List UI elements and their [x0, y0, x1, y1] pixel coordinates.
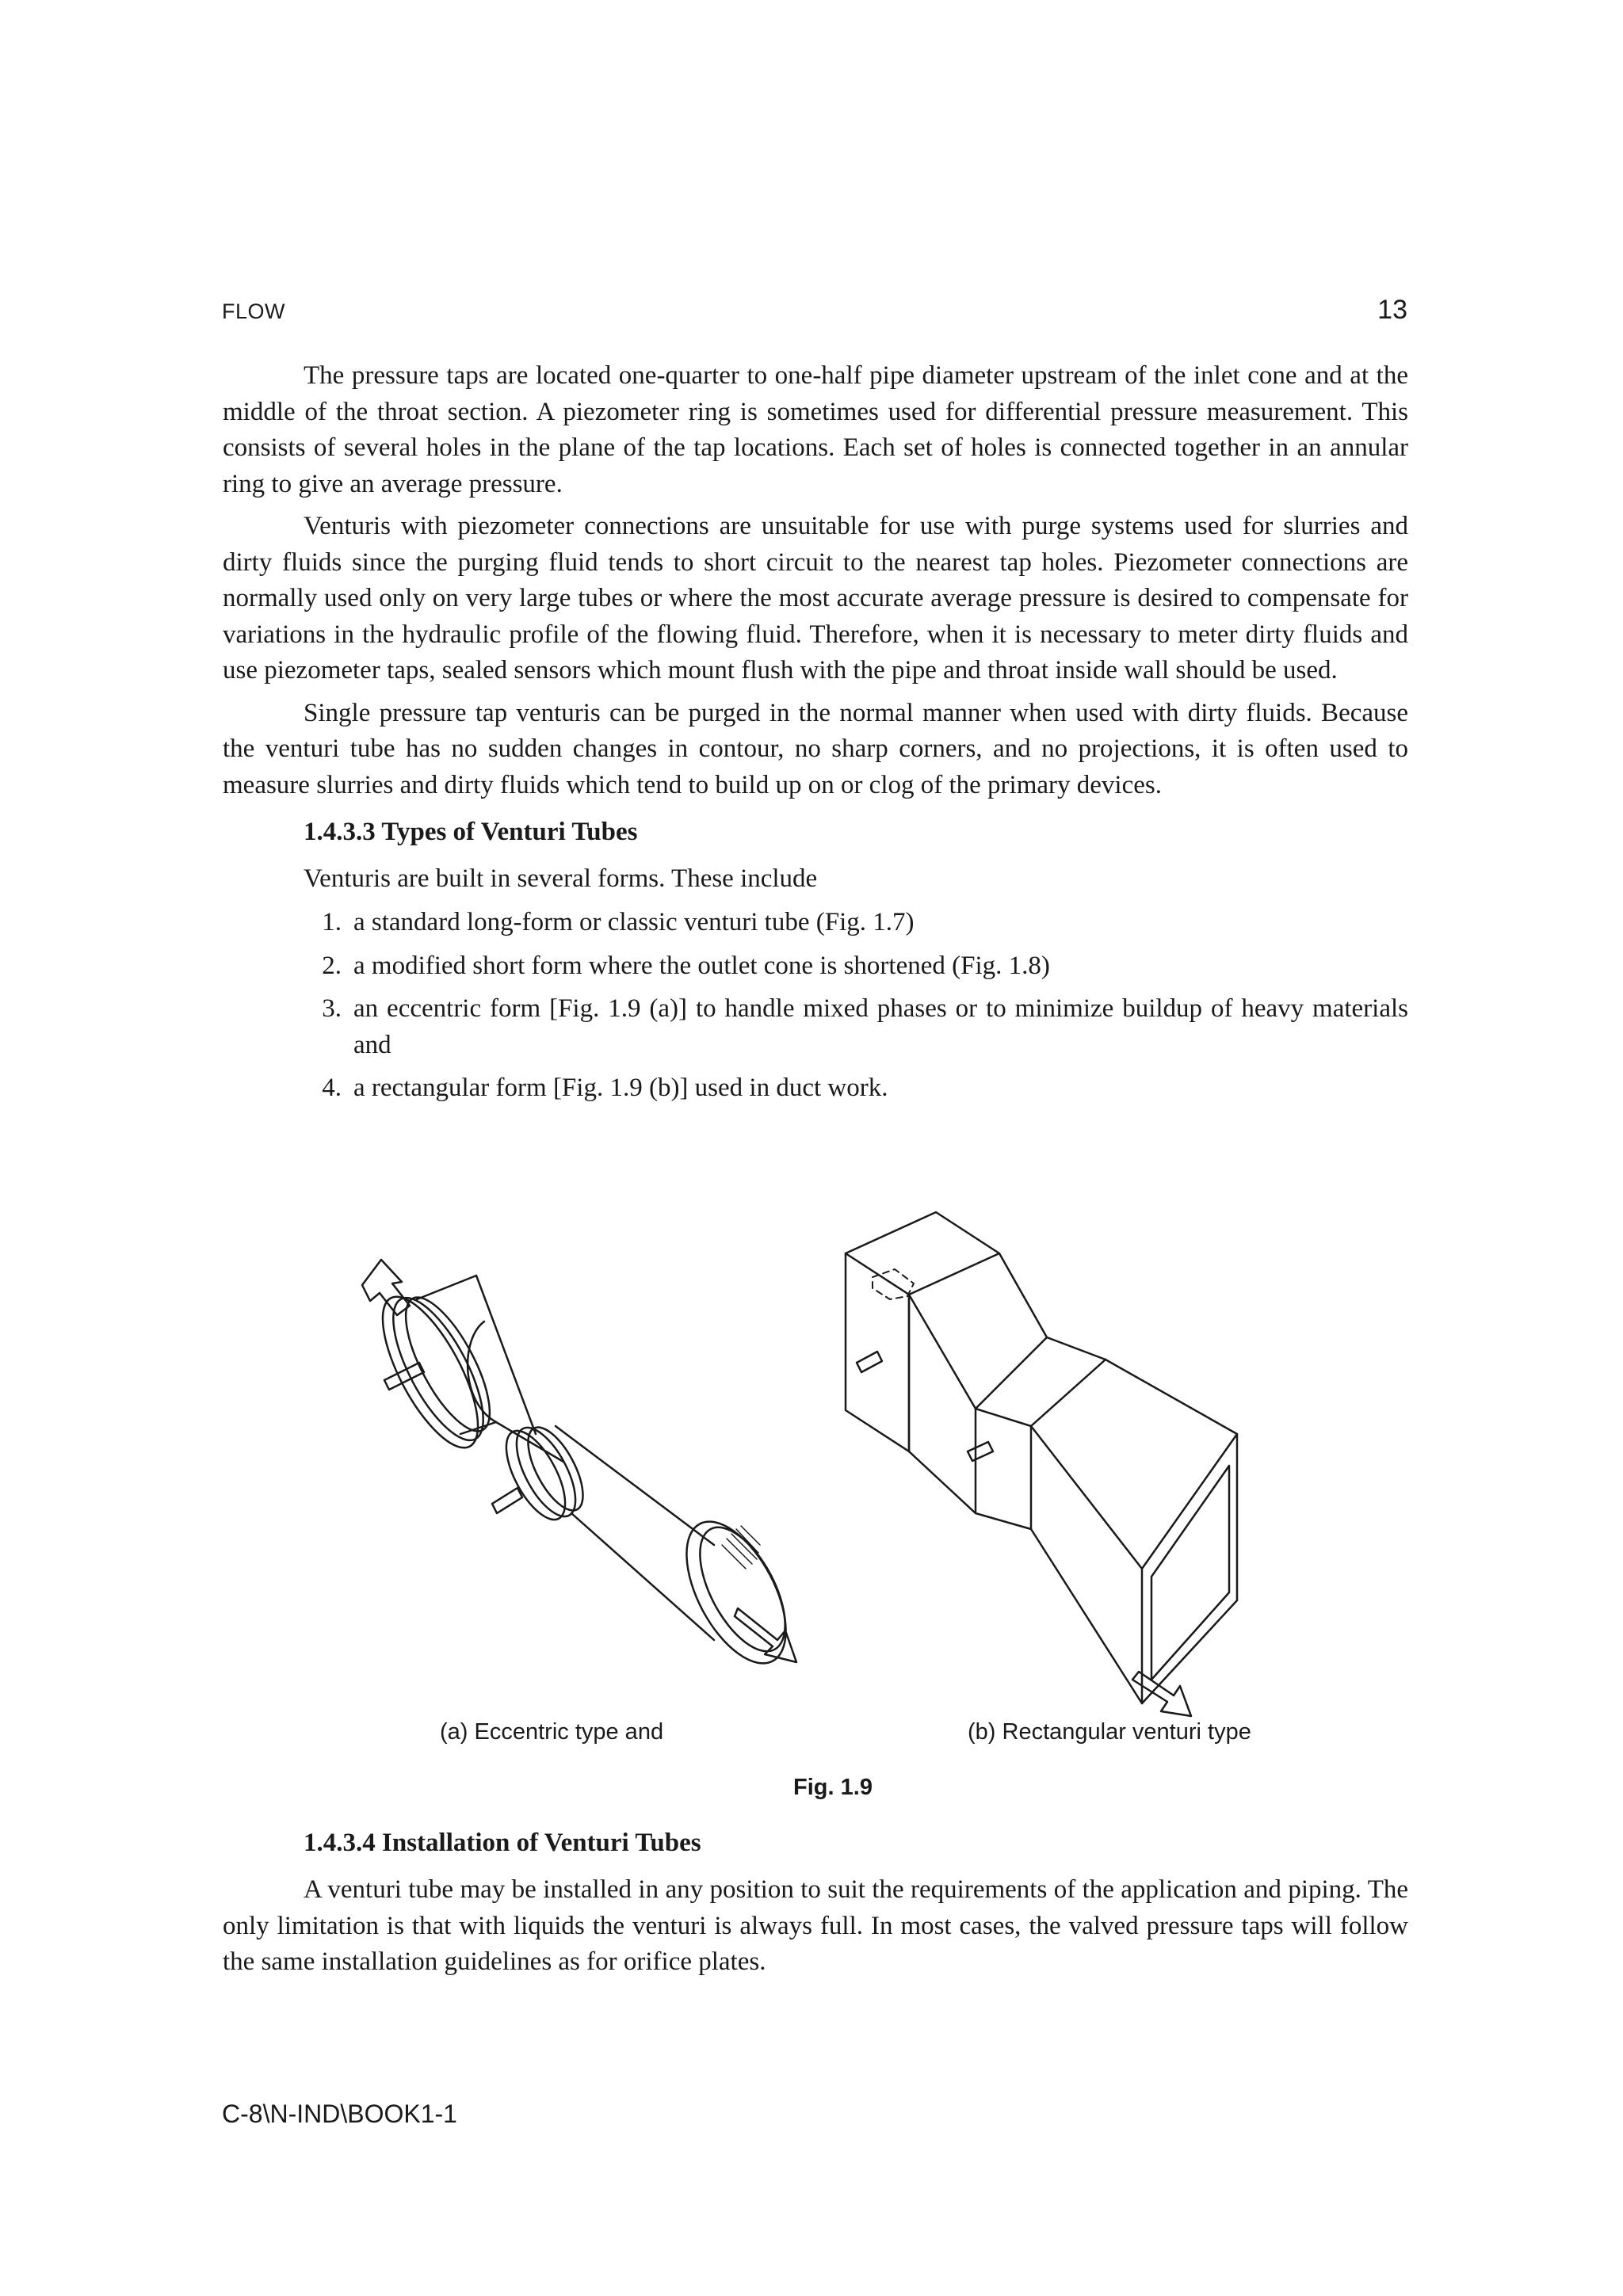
page-number: 13 [1377, 295, 1407, 325]
list-text: a standard long-form or classic venturi tube (Fig. 1.7) [353, 908, 915, 936]
list-item [223, 1070, 1408, 1107]
figure-1-9 [223, 1196, 1408, 1800]
section-heading: 1.4.3.3 Types of Venturi Tubes [304, 818, 638, 846]
list-number: 3. [322, 994, 342, 1023]
venturi-illustrations [223, 1196, 1408, 1751]
list-number: 1. [322, 908, 342, 936]
running-head: FLOW [222, 299, 285, 323]
list-text: a rectangular form [Fig. 1.9 (b)] used in duct work. [353, 1074, 888, 1102]
paragraph: A venturi tube may be installed in any position to suit the requirements of the application and piping. The only limitation is that with liquids the venturi is always full. In most cases, the valved pressure taps will follow the same installation guidelines as for orifice plates. [223, 1875, 1408, 1976]
installation-section [223, 1814, 1408, 1987]
venturi-types-list [223, 905, 1408, 1107]
figure-label: Fig. 1.9 [793, 1775, 873, 1800]
footer-code: C-8\N-IND\BOOK1-1 [222, 2100, 457, 2128]
list-number: 2. [322, 951, 342, 980]
outlet-arrow-icon [735, 1608, 796, 1662]
paragraph: Single pressure tap venturis can be purged in the normal manner when used with dirty fluids. Because the venturi tube has no sudden changes in contour, no sharp corners, and no projections, it is often used to measure slurries and dirty fluids which tend to build up on or clog of the primary devices. [223, 698, 1408, 799]
list-item [223, 905, 1408, 941]
paragraph: Venturis with piezometer connections are unsuitable for use with purge systems used for slurries and dirty fluids since the purging fluid tends to short circuit to the nearest tap holes. Piezometer connections are normally used only on very large tubes or where the most accurate average pressure is desired to compensate for variations in the hydraulic profile of the flowing fluid. Therefore, when it is necessary to meter dirty fluids and use piezometer taps, sealed sensors which mount flush with the pipe and throat inside wall should be used. [223, 512, 1408, 685]
caption-rectangular: (b) Rectangular venturi type [968, 1719, 1251, 1745]
paragraph: The pressure taps are located one-quarter to one-half pipe diameter upstream of the inlet cone and at the middle of the throat section. A piezometer ring is sometimes used for differential pressure measurement. This consists of several holes in the plane of the tap locations. Each set of holes is connected together in an annular ring to give an average pressure. [223, 361, 1408, 498]
list-text: an eccentric form [Fig. 1.9 (a)] to handle mixed phases or to minimize buildup of heavy materials and [353, 994, 1408, 1059]
inlet-pressure-tap [857, 1352, 882, 1372]
list-number: 4. [322, 1074, 342, 1102]
list-item [223, 948, 1408, 985]
list-intro: Venturis are built in several forms. These include [304, 864, 818, 893]
throat-pressure-tap [968, 1442, 993, 1461]
eccentric-venturi-drawing [362, 1260, 806, 1679]
body-text [223, 358, 1408, 1114]
list-text: a modified short form where the outlet cone is shortened (Fig. 1.8) [353, 951, 1050, 980]
list-item [223, 991, 1408, 1063]
caption-eccentric: (a) Eccentric type and [440, 1719, 664, 1745]
inlet-arrow-icon [362, 1260, 410, 1315]
section-heading: 1.4.3.4 Installation of Venturi Tubes [304, 1829, 701, 1857]
throat-pressure-tap [492, 1488, 522, 1513]
rectangular-venturi-drawing [846, 1212, 1237, 1716]
